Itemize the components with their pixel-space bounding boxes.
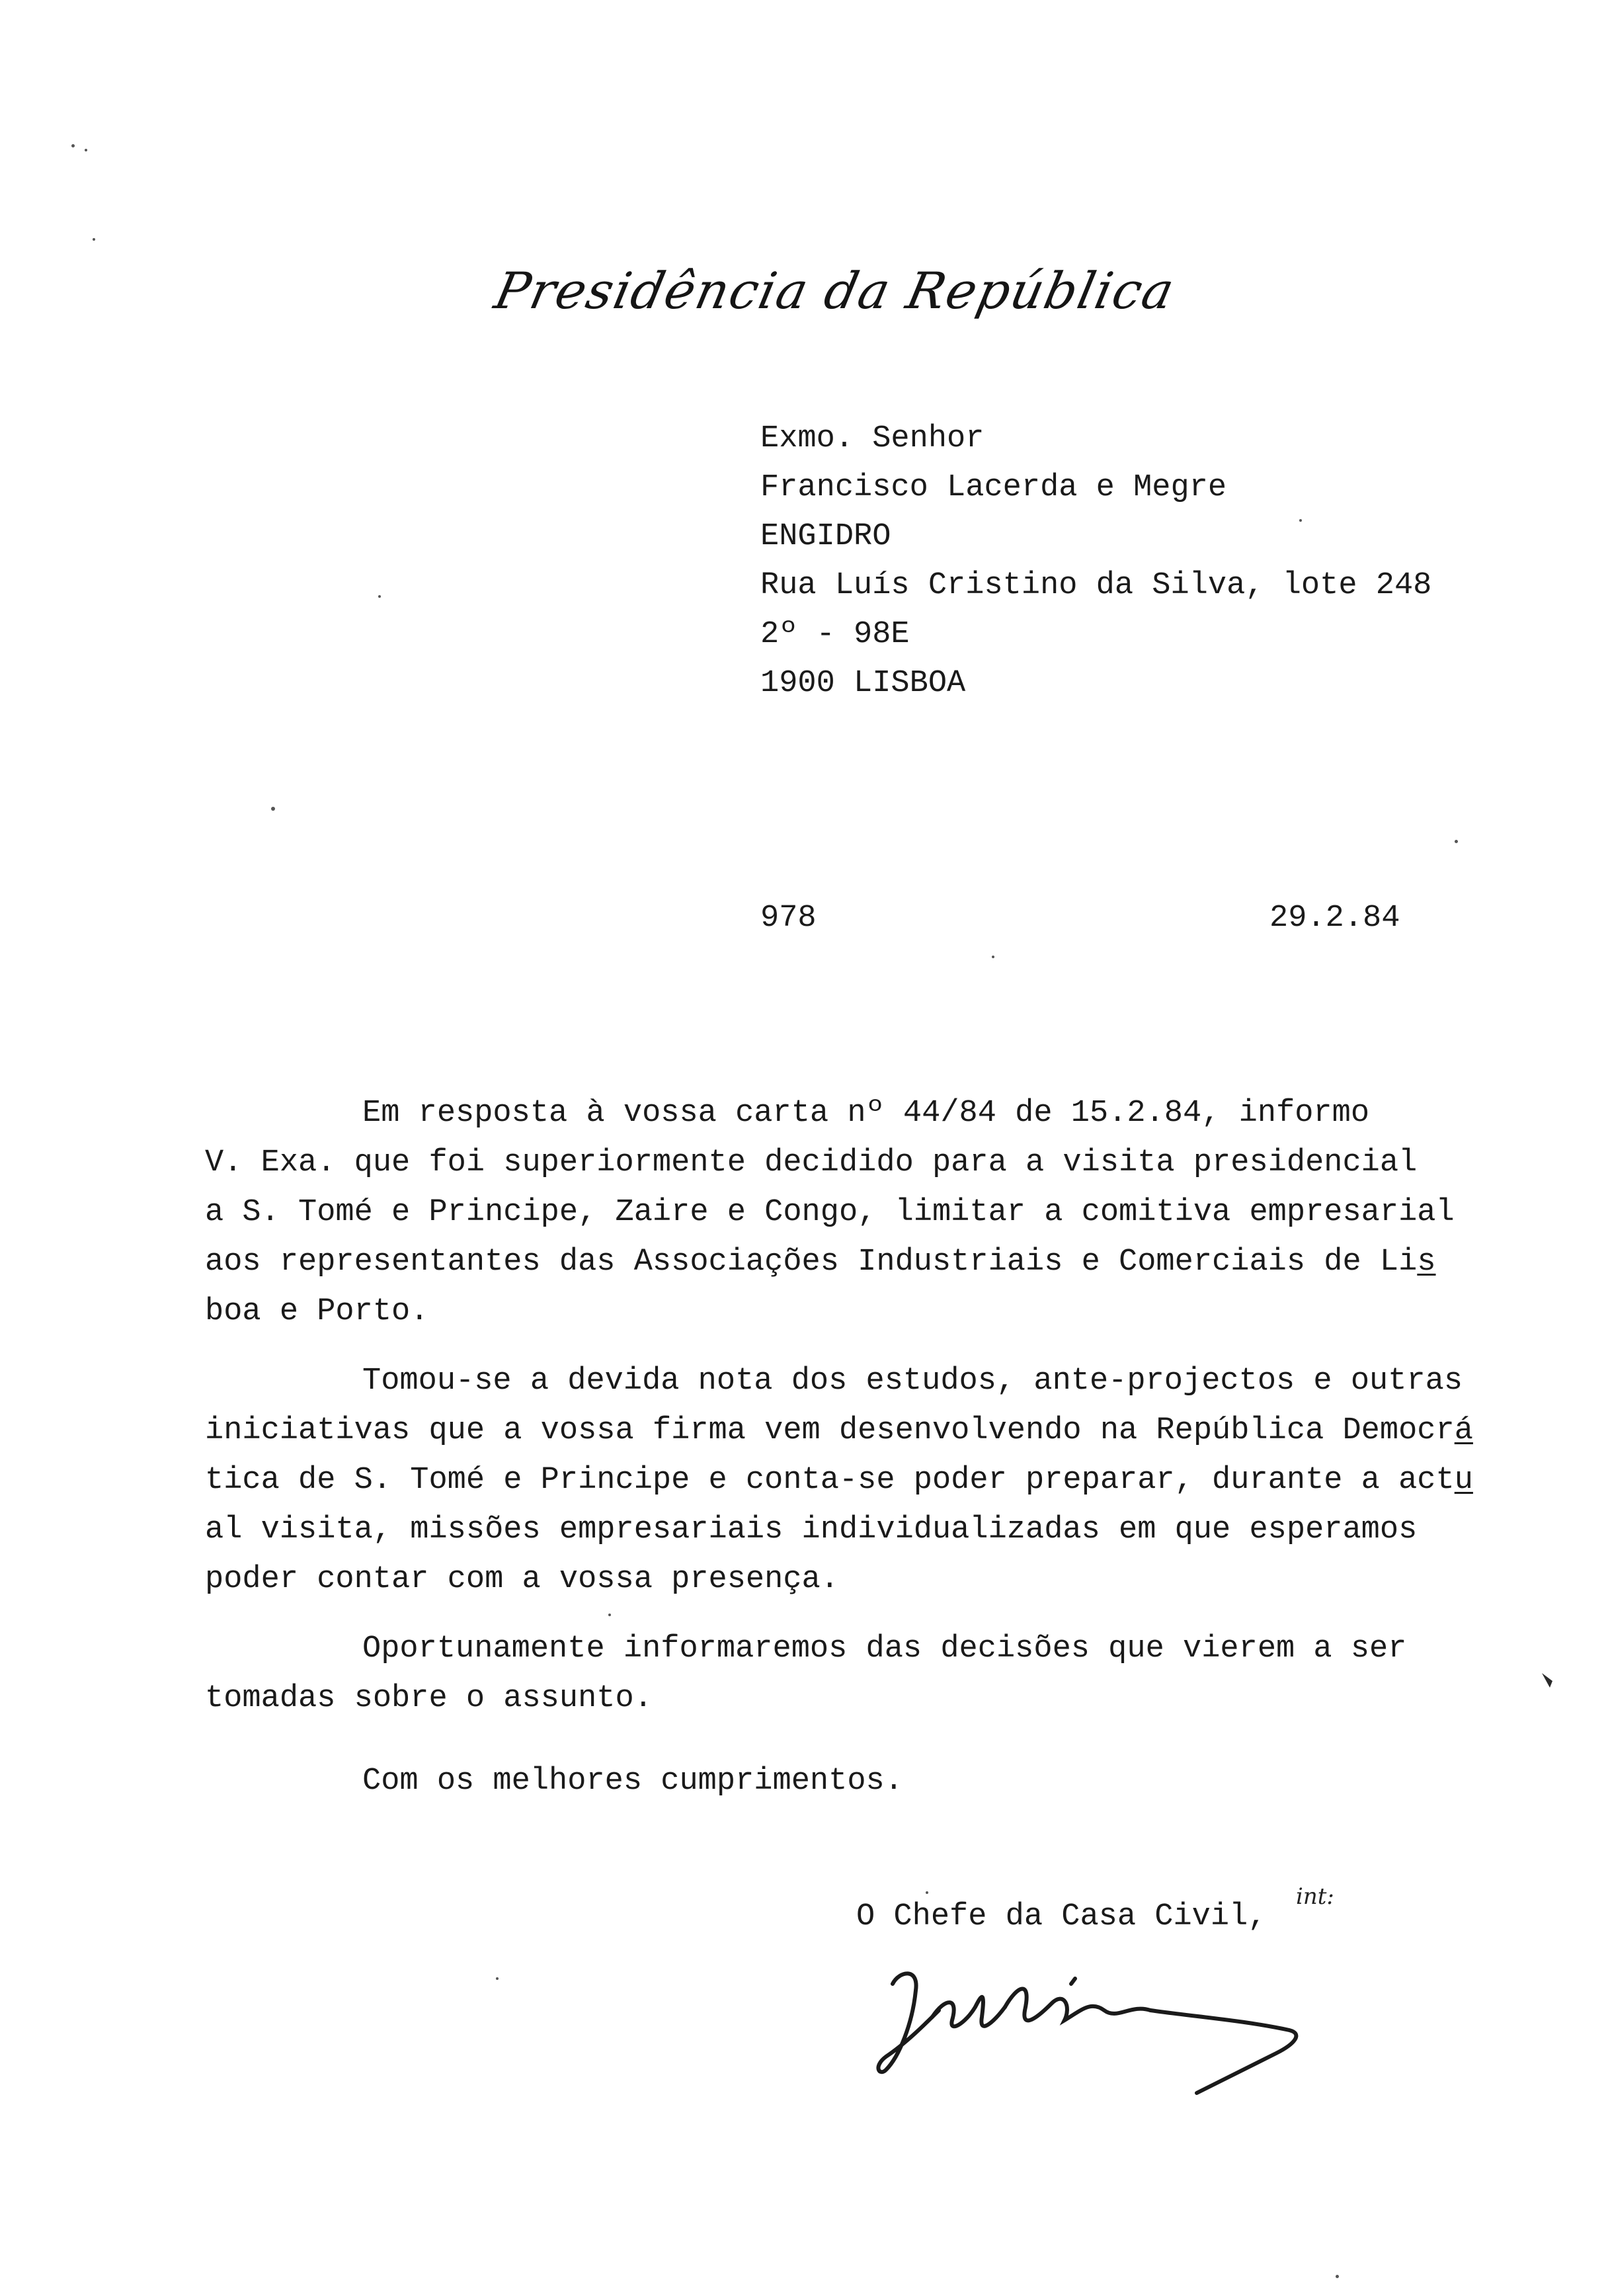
- speck: [378, 595, 381, 598]
- speck: [93, 238, 95, 241]
- recipient-city: 1900 LISBOA: [760, 666, 966, 701]
- signature-image: [853, 1944, 1329, 2096]
- speck: [992, 956, 994, 958]
- body-line: boa e Porto.: [205, 1294, 429, 1329]
- speck: [271, 807, 275, 811]
- speck: [926, 1891, 928, 1894]
- handwritten-annotation: int:: [1296, 1883, 1334, 1910]
- body-line: Oportunamente informaremos das decisões que vierem a ser: [362, 1631, 1407, 1666]
- recipient-company: ENGIDRO: [760, 519, 891, 554]
- closing-title: O Chefe da Casa Civil,: [856, 1899, 1267, 1934]
- speck: [71, 144, 75, 147]
- body-line: Tomou-se a devida nota dos estudos, ante-projectos e outras: [362, 1364, 1463, 1399]
- body-text: tica de S. Tomé e Principe e conta-se poder preparar, durante a act: [205, 1463, 1455, 1498]
- speck: [1455, 840, 1458, 843]
- speck: [496, 1977, 499, 1980]
- body-line: [205, 1247, 1436, 1278]
- letterhead: Presidência da República: [489, 261, 1181, 320]
- speck: [85, 149, 87, 151]
- body-line: Em resposta à vossa carta nº 44/84 de 15.2.84, informo: [362, 1096, 1370, 1131]
- body-line: tomadas sobre o assunto.: [205, 1681, 653, 1716]
- recipient-floor: 2º - 98E: [760, 617, 910, 652]
- speck: [1336, 2275, 1339, 2278]
- hyphen-underline: á: [1454, 1413, 1473, 1448]
- speck: [1299, 519, 1302, 522]
- body-line: [205, 1465, 1473, 1496]
- body-line: al visita, missões empresariais individualizadas em que esperamos: [205, 1512, 1418, 1547]
- reference-number: 978: [760, 901, 817, 936]
- stray-mark: [1541, 1672, 1556, 1692]
- body-line: [205, 1415, 1473, 1446]
- recipient-name: Francisco Lacerda e Megre: [760, 470, 1227, 505]
- body-text: iniciativas que a vossa firma vem desenvolvendo na República Democr: [205, 1413, 1455, 1448]
- body-paragraph-4: Com os melhores cumprimentos.: [362, 1764, 903, 1799]
- body-line: V. Exa. que foi superiormente decidido para a visita presidencial: [205, 1145, 1418, 1180]
- speck: [608, 1614, 611, 1616]
- recipient-street: Rua Luís Cristino da Silva, lote 248: [760, 568, 1432, 603]
- letter-date: 29.2.84: [1269, 901, 1400, 936]
- hyphen-underline: u: [1454, 1463, 1473, 1498]
- hyphen-underline: s: [1417, 1245, 1436, 1280]
- recipient-salutation: Exmo. Senhor: [760, 421, 985, 456]
- body-line: a S. Tomé e Principe, Zaire e Congo, limitar a comitiva empresarial: [205, 1195, 1455, 1230]
- body-text: aos representantes das Associações Industriais e Comerciais de Li: [205, 1245, 1418, 1280]
- body-line: poder contar com a vossa presença.: [205, 1562, 839, 1597]
